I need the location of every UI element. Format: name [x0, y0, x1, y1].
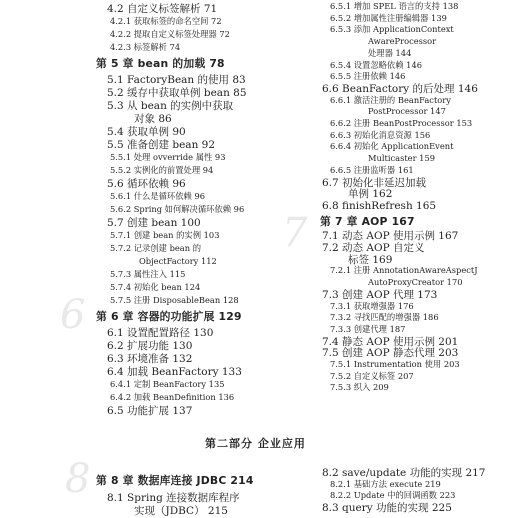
- chapter-heading: 第 8 章 数据库连接 JDBC 214: [96, 474, 254, 487]
- subsection-entry: 7.3.1 获取增强器 176: [330, 300, 414, 311]
- section-entry: 6.3 环境准备 132: [107, 353, 193, 365]
- subsection-entry: 4.2.3 标签解析 74: [110, 42, 181, 52]
- subsection-entry: 7.5.1 Instrumentation 使用 203: [330, 359, 460, 369]
- subsection-entry: 6.5.1 增加 SPEL 语言的支持 138: [330, 1, 459, 11]
- section-entry: 6.2 扩展功能 130: [107, 340, 193, 352]
- section-continuation: 实现（JDBC） 215: [134, 505, 228, 517]
- section-entry: 6.1 设置配置路径 130: [107, 327, 214, 339]
- section-entry: 6.6 BeanFactory 的后处理 146: [322, 82, 478, 95]
- subsection-entry: 5.5.1 处理 ovverride 属性 93: [110, 152, 226, 162]
- section-entry: 6.7 初始化非延迟加载: [322, 176, 427, 189]
- subsection-entry: 6.5.5 注册依赖 146: [330, 71, 406, 82]
- subsection-entry: 7.5.3 织入 209: [330, 382, 389, 393]
- subsection-entry: 5.6.1 什么是循环依赖 96: [110, 191, 206, 201]
- subsection-entry: 8.2.1 基础方法 execute 219: [330, 478, 441, 489]
- part-title: 第二部分 企业应用: [205, 437, 306, 450]
- section-entry: 6.8 finishRefresh 165: [322, 199, 437, 212]
- section-entry: 5.7 创建 bean 100: [107, 217, 201, 229]
- subsection-continuation: AutoProxyCreator 170: [368, 277, 463, 288]
- section-entry: 8.3 query 功能的实现 225: [322, 502, 452, 515]
- subsection-entry: 5.7.1 创建 bean 的实例 103: [110, 230, 220, 240]
- section-entry: 7.4 静态 AOP 使用示例 201: [322, 335, 459, 348]
- subsection-entry: 5.5.2 实例化的前置处理 94: [110, 165, 214, 175]
- subsection-entry: 8.2.2 Update 中的回调函数 223: [330, 490, 456, 501]
- section-entry: 5.2 缓存中获取单例 bean 85: [107, 87, 247, 99]
- subsection-entry: 5.6.2 Spring 如何解决循环依赖 96: [110, 204, 245, 214]
- section-entry: 8.1 Spring 连接数据库程序: [107, 491, 240, 504]
- subsection-entry: 6.5.2 增加属性注册编辑器 139: [330, 12, 447, 23]
- subsection-continuation: Multicaster 159: [368, 153, 436, 164]
- section-entry: 7.1 动态 AOP 使用示例 167: [322, 230, 459, 243]
- subsection-entry: 6.6.4 初始化 ApplicationEvent: [330, 141, 454, 152]
- section-entry: 7.5 创建 AOP 静态代理 203: [322, 347, 459, 360]
- subsection-entry: 7.2.1 注册 AnnotationAwareAspectJ: [330, 265, 478, 276]
- subsection-entry: 6.4.2 加载 BeanDefinition 136: [110, 392, 235, 402]
- subsection-entry: 5.7.5 注册 DisposableBean 128: [110, 295, 239, 305]
- subsection-entry: 6.5.3 添加 ApplicationContext: [330, 24, 454, 35]
- section-continuation: 标签 169: [348, 253, 393, 266]
- subsection-entry: 5.7.2 记录创建 bean 的: [110, 243, 202, 253]
- subsection-continuation: AwareProcessor: [368, 36, 437, 47]
- section-entry: 5.1 FactoryBean 的使用 83: [107, 74, 246, 86]
- section-entry: 4.2 自定义标签解析 71: [107, 3, 218, 15]
- chapter-heading: 第 5 章 bean 的加载 78: [96, 57, 225, 70]
- chapter-heading: 第 7 章 AOP 167: [320, 214, 415, 228]
- section-entry: 5.3 从 bean 的实例中获取: [107, 100, 234, 112]
- subsection-entry: 6.6.1 激活注册的 BeanFactory: [330, 94, 451, 105]
- subsection-continuation: PostProcessor 147: [368, 106, 446, 117]
- section-continuation: 单例 162: [348, 188, 393, 201]
- subsection-entry: 6.4.1 定制 BeanFactory 135: [110, 379, 225, 389]
- subsection-continuation: ObjectFactory 112: [139, 256, 217, 266]
- subsection-continuation: 处理器 144: [368, 47, 412, 58]
- watermark-8: 8: [65, 456, 91, 502]
- subsection-entry: 5.7.3 属性注入 115: [110, 269, 186, 279]
- subsection-entry: 6.5.4 设置忽略依赖 146: [330, 59, 423, 70]
- watermark-7: 7: [282, 210, 308, 256]
- section-entry: 7.3 创建 AOP 代理 173: [322, 288, 438, 301]
- section-entry: 6.4 加载 BeanFactory 133: [107, 366, 242, 378]
- subsection-entry: 6.6.3 初始化消息资源 156: [330, 129, 431, 140]
- subsection-entry: 7.3.3 创建代理 187: [330, 323, 406, 334]
- section-entry: 6.5 功能扩展 137: [107, 405, 193, 417]
- chapter-heading: 第 6 章 容器的功能扩展 129: [96, 310, 242, 323]
- subsection-entry: 4.2.1 获取标签的命名空间 72: [110, 16, 222, 26]
- subsection-entry: 7.3.2 寻找匹配的增强器 186: [330, 312, 439, 323]
- section-entry: 5.6 循环依赖 96: [107, 178, 186, 190]
- section-entry: 5.4 获取单例 90: [107, 126, 186, 138]
- subsection-entry: 4.2.2 提取自定义标签处理器 72: [110, 29, 230, 39]
- subsection-entry: 5.7.4 初始化 bean 124: [110, 282, 201, 292]
- subsection-entry: 6.6.5 注册监听器 161: [330, 164, 414, 175]
- section-entry: 8.2 save/update 功能的实现 217: [322, 467, 486, 479]
- section-entry: 5.5 准备创建 bean 92: [107, 139, 216, 151]
- watermark-6: 6: [60, 292, 86, 338]
- section-continuation: 对象 86: [134, 113, 172, 125]
- section-entry: 7.2 动态 AOP 自定义: [322, 242, 425, 254]
- subsection-entry: 7.5.2 自定义标签 207: [330, 370, 414, 381]
- subsection-entry: 6.6.2 注册 BeanPostProcessor 153: [330, 118, 473, 128]
